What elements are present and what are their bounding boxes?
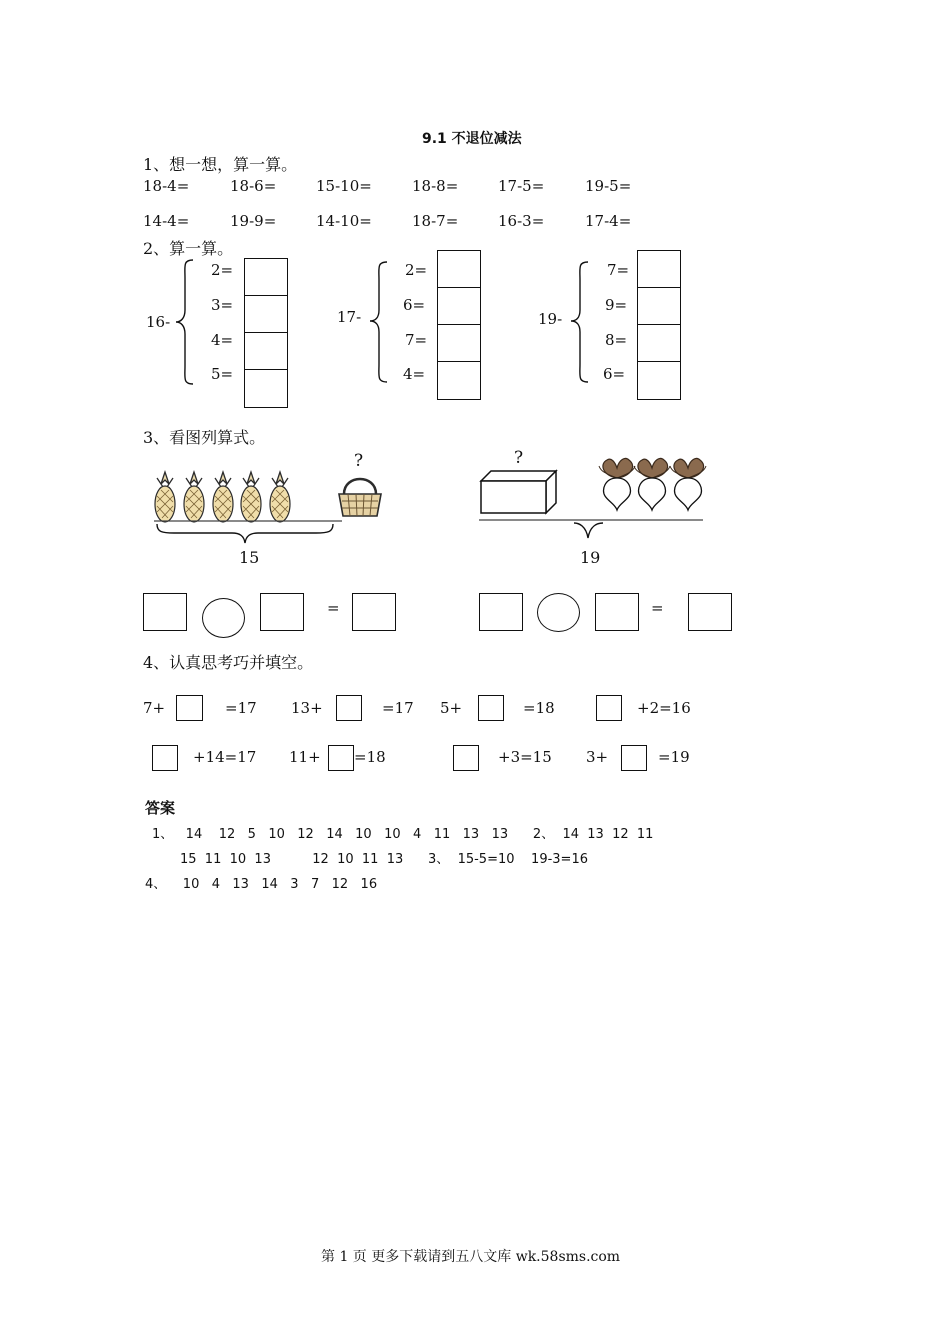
q4-pre: 11+ xyxy=(289,748,321,766)
q2-item: 4= xyxy=(211,331,234,349)
operator-circle[interactable] xyxy=(202,598,245,638)
left-brace-icon xyxy=(570,260,590,384)
q1-expr: 17-4= xyxy=(585,212,632,230)
q4-pre: 13+ xyxy=(291,699,323,717)
q2-item: 6= xyxy=(603,365,626,383)
answer-box[interactable] xyxy=(688,593,732,631)
q2-minuend: 19- xyxy=(538,310,563,328)
blank-box[interactable] xyxy=(336,695,362,721)
q4-pre: 3+ xyxy=(586,748,609,766)
answers-line-1: 1、 14 12 5 10 12 14 10 10 4 11 13 13 2、 14 13 12 11 xyxy=(152,827,654,842)
answers-heading: 答案 xyxy=(145,799,176,817)
page-title: 9.1 不退位减法 xyxy=(422,131,522,147)
q2-item: 7= xyxy=(405,331,428,349)
blank-box[interactable] xyxy=(478,695,504,721)
blank-box[interactable] xyxy=(621,745,647,771)
bottom-brace-icon xyxy=(573,522,605,542)
answer-box[interactable] xyxy=(437,250,481,288)
total-label: 19 xyxy=(580,548,601,567)
blank-box[interactable] xyxy=(176,695,203,721)
q1-expr: 14-10= xyxy=(316,212,372,230)
answer-box[interactable] xyxy=(637,287,681,325)
answer-box[interactable] xyxy=(260,593,304,631)
answer-box[interactable] xyxy=(244,295,288,333)
q2-item: 3= xyxy=(211,296,234,314)
q4-post: +3=15 xyxy=(498,748,552,766)
box-icon xyxy=(479,469,559,515)
q4-post: =17 xyxy=(382,699,414,717)
q4-heading: 4、认真思考巧并填空。 xyxy=(143,653,314,672)
blank-box[interactable] xyxy=(328,745,354,771)
page-footer: 第 1 页 更多下载请到五八文库 wk.58sms.com xyxy=(321,1249,621,1265)
q1-heading: 1、想一想，算一算。 xyxy=(143,155,298,174)
answer-box[interactable] xyxy=(637,324,681,362)
answer-box[interactable] xyxy=(244,369,288,408)
total-label: 15 xyxy=(239,548,260,567)
answer-box[interactable] xyxy=(437,287,481,325)
q2-item: 9= xyxy=(605,296,628,314)
q1-expr: 17-5= xyxy=(498,177,545,195)
answer-box[interactable] xyxy=(244,258,288,296)
q4-post: =17 xyxy=(225,699,257,717)
q1-expr: 15-10= xyxy=(316,177,372,195)
q3-heading: 3、看图列算式。 xyxy=(143,428,266,447)
operator-circle[interactable] xyxy=(537,593,580,632)
answers-line-3: 4、 10 4 13 14 3 7 12 16 xyxy=(145,877,378,892)
basket-icon xyxy=(336,472,384,518)
q4-post: =18 xyxy=(523,699,555,717)
question-mark: ? xyxy=(514,448,524,468)
q2-item: 6= xyxy=(403,296,426,314)
q1-expr: 16-3= xyxy=(498,212,545,230)
q4-pre: 7+ xyxy=(143,699,166,717)
answer-box[interactable] xyxy=(244,332,288,370)
answer-box[interactable] xyxy=(479,593,523,631)
q1-expr: 19-5= xyxy=(585,177,632,195)
blank-box[interactable] xyxy=(596,695,622,721)
q2-item: 8= xyxy=(605,331,628,349)
q4-post: =18 xyxy=(354,748,386,766)
q1-expr: 18-4= xyxy=(143,177,190,195)
left-brace-icon xyxy=(369,260,389,384)
q2-heading: 2、算一算。 xyxy=(143,239,234,258)
answer-box[interactable] xyxy=(352,593,396,631)
q4-post: +2=16 xyxy=(637,699,691,717)
q4-post: +14=17 xyxy=(193,748,257,766)
radish-icon xyxy=(668,456,708,512)
q1-expr: 18-6= xyxy=(230,177,277,195)
answer-box[interactable] xyxy=(437,324,481,362)
q1-expr: 14-4= xyxy=(143,212,190,230)
q1-expr: 19-9= xyxy=(230,212,277,230)
q2-item: 2= xyxy=(211,261,234,279)
left-brace-icon xyxy=(175,258,195,388)
answer-box[interactable] xyxy=(143,593,187,631)
equals-sign: = xyxy=(327,599,340,617)
q2-minuend: 16- xyxy=(146,313,171,331)
q2-item: 7= xyxy=(607,261,630,279)
q4-post: =19 xyxy=(658,748,690,766)
equals-sign: = xyxy=(651,599,664,617)
q1-expr: 18-7= xyxy=(412,212,459,230)
answer-box[interactable] xyxy=(437,361,481,400)
bottom-brace-icon xyxy=(156,523,334,545)
answer-box[interactable] xyxy=(637,361,681,400)
radish-icon xyxy=(597,456,637,512)
q4-pre: 5+ xyxy=(440,699,463,717)
blank-box[interactable] xyxy=(453,745,479,771)
answers-line-2: 15 11 10 13 12 10 11 13 3、 15-5=10 19-3=16 xyxy=(180,852,588,867)
q2-minuend: 17- xyxy=(337,308,362,326)
radish-icon xyxy=(632,456,672,512)
question-mark: ? xyxy=(354,451,364,471)
q1-expr: 18-8= xyxy=(412,177,459,195)
q2-item: 5= xyxy=(211,365,234,383)
answer-box[interactable] xyxy=(637,250,681,288)
blank-box[interactable] xyxy=(152,745,178,771)
q2-item: 4= xyxy=(403,365,426,383)
answer-box[interactable] xyxy=(595,593,639,631)
q2-item: 2= xyxy=(405,261,428,279)
